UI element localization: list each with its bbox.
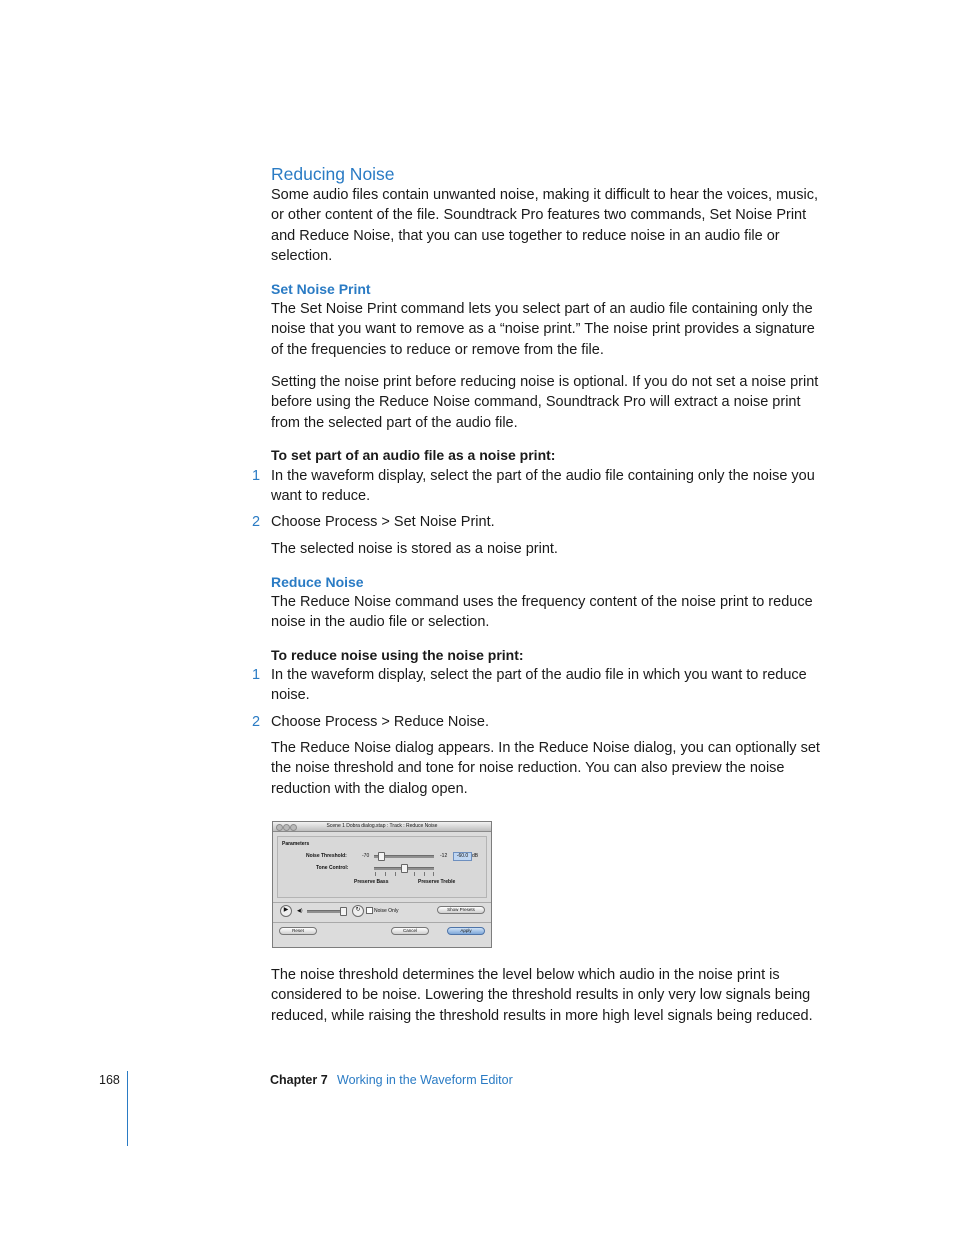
tick-mark [433,872,434,876]
step-number: 2 [251,514,261,530]
threshold-max-label: -12 [440,853,448,859]
threshold-unit: dB [472,853,479,859]
show-presets-button[interactable]: Show Presets [437,906,485,914]
preserve-bass-label: Preserve Bass [354,879,389,885]
set-noise-print-heading: Set Noise Print [271,281,371,297]
footer-rule [127,1071,128,1146]
bypass-icon: ↻ [355,907,361,913]
divider [273,922,491,923]
section-title: Reducing Noise [271,164,395,184]
step-number: 1 [251,667,261,683]
step-text: Choose Process > Set Noise Print. [271,514,495,530]
closing-paragraph: The noise threshold determines the level below which audio in the noise print is considered to be noise. Lowering the threshold results in only very low signals being reduced, while raising the threshold results in more high level signals being reduced. [271,967,813,1024]
set-noise-print-note: Setting the noise print before reducing noise is optional. If you do not set a noise print before using the Reduce Noise command, Soundtrack Pro will extract a noise print from the selected part of the audio file. [271,374,819,431]
tick-mark [375,872,376,876]
step-number: 2 [251,714,261,730]
noise-only-label: Noise Only [374,908,399,914]
set-noise-print-paragraph: The Set Noise Print command lets you select part of an audio file containing only the noise that you want to remove as a “noise print.” The noise print provides a signature of the frequencies to reduce or remove from the file. [271,301,815,358]
page-number: 168 [99,1073,120,1087]
noise-threshold-slider[interactable] [378,852,385,861]
tone-control-label: Tone Control: [316,865,349,871]
reduce-noise-task: To reduce noise using the noise print: [271,647,524,663]
chapter-label: Chapter 7 [270,1073,328,1087]
step-text: Choose Process > Reduce Noise. [271,714,490,730]
reduce-noise-dialog-figure [272,821,492,948]
preview-volume-slider[interactable] [340,907,347,916]
volume-icon: ◀) [297,908,303,914]
threshold-min-label: -70 [362,853,370,859]
cancel-button[interactable]: Cancel [391,927,429,935]
divider [273,902,491,903]
step-result: The Reduce Noise dialog appears. In the Reduce Noise dialog, you can optionally set the noise threshold and tone for noise reduction. You can also preview the noise reduction with the dialog open. [271,740,820,797]
noise-only-checkbox[interactable] [366,907,373,914]
dialog-titlebar [273,822,491,832]
set-noise-print-task: To set part of an audio file as a noise print: [271,447,556,463]
preserve-treble-label: Preserve Treble [418,879,456,885]
preview-volume-track[interactable] [307,910,343,913]
tick-mark [395,872,396,876]
bypass-button[interactable] [352,905,364,917]
noise-threshold-label: Noise Threshold: [306,853,347,859]
step-result: The selected noise is stored as a noise print. [271,541,558,557]
step-text: In the waveform display, select the part of the audio file in which you want to reduce noise. [271,667,807,704]
reset-button[interactable]: Reset [279,927,317,935]
apply-button[interactable]: Apply [447,927,485,935]
intro-paragraph: Some audio files contain unwanted noise, making it difficult to hear the voices, music, or other content of the file. Soundtrack Pro features two commands, Set Noise Print and Reduce Noise, that you can use together to reduce noise in an audio file or selection. [271,187,818,264]
tick-mark [424,872,425,876]
step-number: 1 [251,468,261,484]
parameters-group [277,836,487,898]
play-button[interactable] [280,905,292,917]
parameters-label: Parameters [282,841,310,847]
chapter-title: Working in the Waveform Editor [337,1073,513,1087]
play-icon: ▶ [283,907,289,913]
reduce-noise-heading: Reduce Noise [271,574,364,590]
tick-mark [385,872,386,876]
dialog-title: Scene 1 Dobra dialog.stap : Track : Reduce Noise [326,823,438,829]
reduce-noise-paragraph: The Reduce Noise command uses the frequency content of the noise print to reduce noise in the audio file or selection. [271,594,813,631]
tone-control-slider[interactable] [401,864,408,873]
noise-threshold-value-field[interactable]: -60.0 [453,852,472,861]
step-text: In the waveform display, select the part of the audio file containing only the noise you want to reduce. [271,468,815,505]
tick-mark [414,872,415,876]
